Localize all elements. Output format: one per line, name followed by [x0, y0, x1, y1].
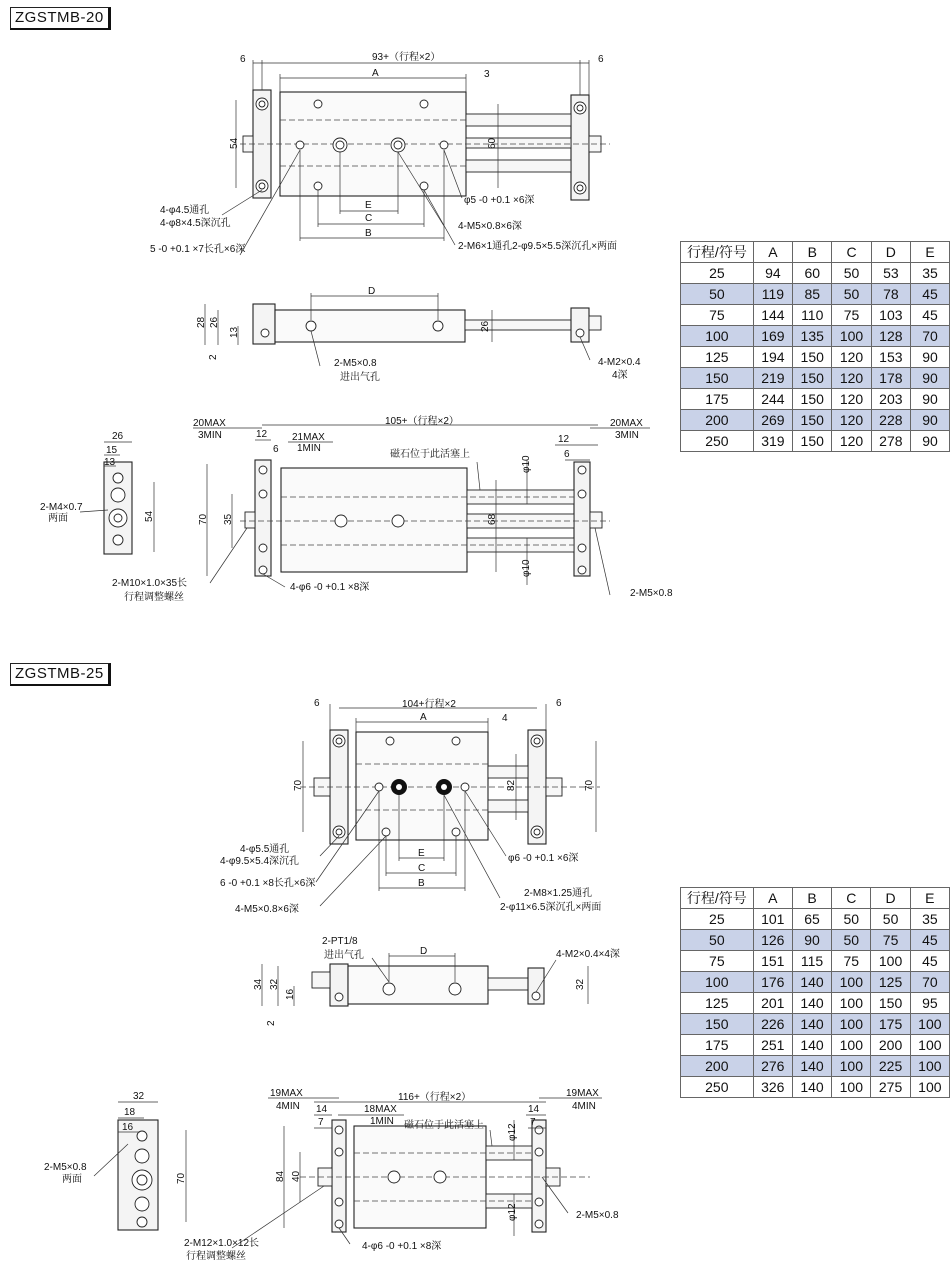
side-screw — [312, 972, 330, 988]
side-screw — [589, 316, 601, 330]
table-row — [681, 909, 950, 930]
dim-a: A — [420, 712, 427, 723]
dim-12: 12 — [256, 429, 268, 440]
pin-callout-bottom: 4-φ6 -0 +0.1 ×8深 — [362, 1241, 442, 1252]
guide-rod — [466, 114, 571, 126]
phi-10-bottom: φ10 — [521, 559, 532, 577]
dim-60: 60 — [487, 137, 498, 149]
dim-c: C — [365, 213, 373, 224]
end-view — [44, 1091, 187, 1230]
table-cell: 119 — [753, 284, 792, 305]
table-cell: 244 — [753, 389, 792, 410]
table-row — [681, 1056, 950, 1077]
table-cell: 115 — [792, 951, 831, 972]
max-19-right: 19MAX — [566, 1088, 599, 1099]
dim-left-6: 6 — [240, 54, 246, 65]
table-row — [681, 972, 950, 993]
table-cell: 100 — [832, 1014, 871, 1035]
table-cell: 226 — [753, 1014, 792, 1035]
table-cell: 50 — [832, 263, 871, 284]
table-row — [681, 1014, 950, 1035]
side-view — [253, 936, 620, 1026]
dim-2: 2 — [266, 1020, 277, 1026]
table-cell: 120 — [832, 368, 871, 389]
table-cell: 100 — [832, 1077, 871, 1098]
table-cell: 135 — [793, 326, 832, 347]
table-cell: 90 — [911, 389, 950, 410]
table-cell: 100 — [910, 1035, 949, 1056]
max-19: 19MAX — [270, 1088, 303, 1099]
bottom-screw — [245, 512, 255, 528]
hole-callout-2: 4-φ9.5×5.4深沉孔 — [220, 856, 300, 867]
table-cell: 75 — [832, 305, 871, 326]
slot-callout: 6 -0 +0.1 ×8长孔×6深 — [220, 878, 316, 889]
dim-7-right: 7 — [530, 1117, 536, 1128]
table-cell: 100 — [681, 326, 754, 347]
max-20-right: 20MAX — [610, 418, 643, 429]
bottom-left-plate — [332, 1120, 346, 1232]
table-cell: 151 — [753, 951, 792, 972]
table-cell: 125 — [681, 993, 754, 1014]
dim-14-right: 14 — [528, 1104, 540, 1115]
dim-26-small: 26 — [112, 431, 124, 442]
dim-16-small: 16 — [122, 1122, 134, 1133]
table-cell: 103 — [871, 305, 910, 326]
adjust-screw-callout-2: 行程调整螺丝 — [186, 1251, 246, 1262]
table-cell: 125 — [871, 972, 910, 993]
table-row — [681, 305, 950, 326]
table-cell: 100 — [910, 1014, 949, 1035]
dim-6-right: 6 — [564, 449, 570, 460]
side-rod — [488, 978, 528, 990]
phi-12-bottom: φ12 — [507, 1203, 518, 1221]
port-callout-2: 进出气孔 — [340, 372, 380, 383]
table-cell: 150 — [871, 993, 910, 1014]
phi-12-top: φ12 — [507, 1123, 518, 1141]
table-cell: 100 — [910, 1077, 949, 1098]
table-cell: 120 — [832, 431, 871, 452]
table-header-row — [681, 888, 950, 909]
total-length-2: 105+（行程×2） — [385, 416, 459, 427]
dim-82: 82 — [506, 779, 517, 791]
table-cell: 150 — [793, 410, 832, 431]
table-cell: 75 — [832, 951, 871, 972]
min-3-right: 3MIN — [615, 430, 639, 441]
column-header: B — [792, 888, 831, 909]
dim-70-right: 70 — [584, 779, 595, 791]
dim-26: 26 — [209, 316, 220, 328]
min-4: 4MIN — [276, 1101, 300, 1112]
table-cell: 50 — [832, 909, 871, 930]
dim-16: 16 — [285, 988, 296, 1000]
table-cell: 219 — [753, 368, 792, 389]
min-1: 1MIN — [297, 443, 321, 454]
table-cell: 176 — [753, 972, 792, 993]
bottom-right-plate — [574, 462, 590, 576]
total-length-label: 104+行程×2 — [402, 699, 456, 710]
guide-rod — [488, 766, 528, 778]
table-cell: 100 — [832, 1056, 871, 1077]
dim-d: D — [368, 286, 376, 297]
table-cell: 95 — [910, 993, 949, 1014]
dim-40: 40 — [291, 1170, 302, 1182]
table-row — [681, 263, 950, 284]
dim-84: 84 — [275, 1170, 286, 1182]
adjust-screw-callout-2: 行程调整螺丝 — [124, 592, 184, 603]
table-cell: 90 — [792, 930, 831, 951]
table-cell: 100 — [832, 326, 871, 347]
table-cell: 60 — [793, 263, 832, 284]
table-row — [681, 993, 950, 1014]
dim-7: 7 — [318, 1117, 324, 1128]
table-cell: 128 — [871, 326, 910, 347]
table-cell: 251 — [753, 1035, 792, 1056]
piston-rod — [466, 138, 571, 148]
table-cell: 70 — [911, 326, 950, 347]
table-cell: 150 — [793, 368, 832, 389]
dim-18: 18 — [124, 1107, 136, 1118]
table-cell: 100 — [871, 951, 910, 972]
table-cell: 200 — [681, 1056, 754, 1077]
dim-c: C — [418, 863, 426, 874]
table-cell: 175 — [681, 1035, 754, 1056]
table-cell: 144 — [753, 305, 792, 326]
drawing-zgstmb-20 — [0, 0, 680, 620]
dim-right-6: 6 — [598, 54, 604, 65]
table-cell: 250 — [681, 1077, 754, 1098]
dim-b: B — [365, 228, 372, 239]
table-cell: 53 — [871, 263, 910, 284]
dim-right-6: 6 — [556, 698, 562, 709]
m5-callout-bottom: 2-M5×0.8 — [630, 588, 673, 599]
table-cell: 90 — [911, 347, 950, 368]
column-header: A — [753, 888, 792, 909]
table-cell: 90 — [911, 368, 950, 389]
column-header: A — [753, 242, 792, 263]
m2-callout: 4-M2×0.4×4深 — [556, 949, 620, 960]
table-cell: 200 — [681, 410, 754, 431]
table-cell: 110 — [793, 305, 832, 326]
table-cell: 75 — [681, 951, 754, 972]
table-cell: 90 — [911, 410, 950, 431]
min-4-right: 4MIN — [572, 1101, 596, 1112]
guide-rod — [466, 160, 571, 172]
top-view — [220, 697, 601, 915]
table-cell: 78 — [871, 284, 910, 305]
dim-a: A — [372, 68, 379, 79]
table-cell: 150 — [681, 368, 754, 389]
spec-table-zgstmb-20 — [680, 241, 950, 452]
table-cell: 25 — [681, 263, 754, 284]
table-cell: 228 — [871, 410, 910, 431]
table-cell: 276 — [753, 1056, 792, 1077]
table-cell: 94 — [753, 263, 792, 284]
dim-4: 4 — [502, 713, 508, 724]
table-cell: 175 — [871, 1014, 910, 1035]
table-cell: 50 — [832, 930, 871, 951]
table-cell: 169 — [753, 326, 792, 347]
table-cell: 100 — [832, 1035, 871, 1056]
table-cell: 225 — [871, 1056, 910, 1077]
table-cell: 25 — [681, 909, 754, 930]
dim-6-left: 6 — [273, 444, 279, 455]
table-cell: 140 — [792, 993, 831, 1014]
m2-callout-1: 4-M2×0.4 — [598, 357, 641, 368]
m5-callout-bottom: 2-M5×0.8 — [576, 1210, 619, 1221]
table-cell: 275 — [871, 1077, 910, 1098]
bottom-body — [281, 468, 467, 572]
bottom-view — [112, 414, 673, 603]
table-cell: 100 — [681, 972, 754, 993]
hole-callout-1: 4-φ5.5通孔 — [240, 844, 290, 855]
min-1: 1MIN — [370, 1116, 394, 1127]
adjust-screw-callout-1: 2-M12×1.0×12长 — [184, 1238, 260, 1249]
table-cell: 100 — [832, 972, 871, 993]
table-cell: 35 — [910, 909, 949, 930]
m4-callout-2: 两面 — [48, 513, 68, 524]
table-cell: 45 — [910, 930, 949, 951]
column-header: E — [910, 888, 949, 909]
table-cell: 65 — [792, 909, 831, 930]
table-cell: 125 — [681, 347, 754, 368]
table-cell: 140 — [792, 1014, 831, 1035]
dim-54: 54 — [229, 137, 240, 149]
port-callout-1: 2-M5×0.8 — [334, 358, 377, 369]
top-view — [150, 50, 617, 255]
magnet-note: 磁石位于此活塞上 — [390, 449, 470, 460]
table-cell: 120 — [832, 410, 871, 431]
table-row — [681, 284, 950, 305]
dim-68: 68 — [487, 513, 498, 525]
m2-callout-2: 4深 — [612, 370, 628, 381]
table-cell: 140 — [792, 972, 831, 993]
dim-70-left: 70 — [293, 779, 304, 791]
table-cell: 50 — [681, 930, 754, 951]
thru-hole-callout: 2-M6×1通孔2-φ9.5×5.5深沉孔×两面 — [458, 241, 618, 252]
table-cell: 120 — [832, 389, 871, 410]
table-cell: 150 — [793, 431, 832, 452]
dim-70-small: 70 — [176, 1172, 187, 1184]
dim-26-right: 26 — [480, 320, 491, 332]
dim-d: D — [420, 946, 428, 957]
table-cell: 45 — [910, 951, 949, 972]
hole-callout-2: 4-φ8×4.5深沉孔 — [160, 218, 231, 229]
table-cell: 75 — [871, 930, 910, 951]
port-callout-2: 进出气孔 — [324, 950, 364, 961]
column-header: D — [871, 242, 910, 263]
column-header: C — [832, 888, 871, 909]
column-header: D — [871, 888, 910, 909]
dim-15: 15 — [106, 445, 118, 456]
dim-34: 34 — [253, 978, 264, 990]
table-cell: 35 — [911, 263, 950, 284]
table-cell: 140 — [792, 1077, 831, 1098]
dim-e: E — [365, 200, 372, 211]
spec-table-zgstmb-25 — [680, 887, 950, 1098]
table-row — [681, 368, 950, 389]
column-header: 行程/符号 — [681, 888, 754, 909]
table-cell: 326 — [753, 1077, 792, 1098]
port-callout-1: 2-PT1/8 — [322, 936, 358, 947]
dim-12-right: 12 — [558, 434, 570, 445]
table-cell: 150 — [793, 389, 832, 410]
pin-callout: φ6 -0 +0.1 ×6深 — [508, 853, 579, 864]
thru-hole-callout-1: 2-M8×1.25通孔 — [524, 888, 593, 899]
dim-32-right: 32 — [575, 978, 586, 990]
slot-callout: 5 -0 +0.1 ×7长孔×6深 — [150, 244, 246, 255]
table-cell: 45 — [911, 284, 950, 305]
phi-10-top: φ10 — [521, 455, 532, 473]
dim-left-6: 6 — [314, 698, 320, 709]
table-cell: 194 — [753, 347, 792, 368]
column-header: C — [832, 242, 871, 263]
dim-e: E — [418, 848, 425, 859]
table-cell: 203 — [871, 389, 910, 410]
bottom-view — [184, 1088, 619, 1262]
magnet-note: 磁石位于此活塞上 — [404, 1120, 484, 1131]
table-cell: 200 — [871, 1035, 910, 1056]
table-cell: 120 — [832, 347, 871, 368]
table-cell: 278 — [871, 431, 910, 452]
pin-callout-bottom: 4-φ6 -0 +0.1 ×8深 — [290, 582, 370, 593]
max-20: 20MAX — [193, 418, 226, 429]
dim-35: 35 — [223, 513, 234, 525]
model-title: ZGSTMB-25 — [10, 663, 111, 686]
total-length-2: 116+（行程×2） — [398, 1092, 472, 1103]
dim-b: B — [418, 878, 425, 889]
table-cell: 250 — [681, 431, 754, 452]
table-row — [681, 951, 950, 972]
table-cell: 153 — [871, 347, 910, 368]
column-header: 行程/符号 — [681, 242, 754, 263]
pin-callout: φ5 -0 +0.1 ×6深 — [464, 195, 535, 206]
dim-70: 70 — [198, 513, 209, 525]
table-row — [681, 1035, 950, 1056]
bottom-screw — [590, 512, 602, 528]
table-cell: 50 — [681, 284, 754, 305]
side-view — [196, 286, 641, 383]
table-cell: 100 — [832, 993, 871, 1014]
adjust-screw-callout-1: 2-M10×1.0×35长 — [112, 578, 188, 589]
bottom-left-plate — [255, 460, 271, 576]
table-cell: 140 — [792, 1056, 831, 1077]
table-cell: 70 — [910, 972, 949, 993]
dim-3: 3 — [484, 69, 490, 80]
table-cell: 101 — [753, 909, 792, 930]
table-cell: 178 — [871, 368, 910, 389]
end-view — [40, 431, 155, 554]
dim-14: 14 — [316, 1104, 328, 1115]
dim-32: 32 — [269, 978, 280, 990]
table-row — [681, 326, 950, 347]
table-cell: 75 — [681, 305, 754, 326]
table-cell: 150 — [681, 1014, 754, 1035]
table-cell: 126 — [753, 930, 792, 951]
dim-13: 13 — [229, 326, 240, 338]
thru-hole-callout-2: 2-φ11×6.5深沉孔×两面 — [500, 902, 602, 913]
table-cell: 45 — [911, 305, 950, 326]
table-cell: 90 — [911, 431, 950, 452]
column-header: B — [793, 242, 832, 263]
bottom-right-plate — [532, 1120, 546, 1232]
table-row — [681, 410, 950, 431]
side-body — [348, 966, 488, 1004]
drawing-zgstmb-25 — [0, 660, 680, 1270]
table-cell: 140 — [792, 1035, 831, 1056]
model-title: ZGSTMB-20 — [10, 7, 111, 30]
table-cell: 150 — [793, 347, 832, 368]
dim-28: 28 — [196, 316, 207, 328]
table-row — [681, 431, 950, 452]
dim-2: 2 — [208, 354, 219, 360]
column-header: E — [911, 242, 950, 263]
table-cell: 85 — [793, 284, 832, 305]
table-cell: 175 — [681, 389, 754, 410]
table-cell: 201 — [753, 993, 792, 1014]
table-cell: 269 — [753, 410, 792, 431]
hole-callout-1: 4-φ4.5通孔 — [160, 205, 210, 216]
m4-callout-1: 2-M4×0.7 — [40, 502, 83, 513]
table-header-row — [681, 242, 950, 263]
table-row — [681, 389, 950, 410]
dim-13-small: 13 — [104, 457, 116, 468]
guide-rod — [488, 800, 528, 812]
max-21: 21MAX — [292, 432, 325, 443]
table-cell: 50 — [871, 909, 910, 930]
table-cell: 50 — [832, 284, 871, 305]
table-cell: 319 — [753, 431, 792, 452]
table-cell: 100 — [910, 1056, 949, 1077]
min-3: 3MIN — [198, 430, 222, 441]
tap-callout: 4-M5×0.8×6深 — [235, 904, 299, 915]
total-length-label: 93+（行程×2） — [372, 52, 441, 63]
m5-side-callout-1: 2-M5×0.8 — [44, 1162, 87, 1173]
table-row — [681, 1077, 950, 1098]
table-row — [681, 347, 950, 368]
dim-54-small: 54 — [144, 510, 155, 522]
m5-side-callout-2: 两面 — [62, 1174, 82, 1185]
side-end-plate — [253, 304, 275, 344]
tap-callout: 4-M5×0.8×6深 — [458, 221, 522, 232]
table-row — [681, 930, 950, 951]
dim-32-small: 32 — [133, 1091, 145, 1102]
max-18: 18MAX — [364, 1104, 397, 1115]
